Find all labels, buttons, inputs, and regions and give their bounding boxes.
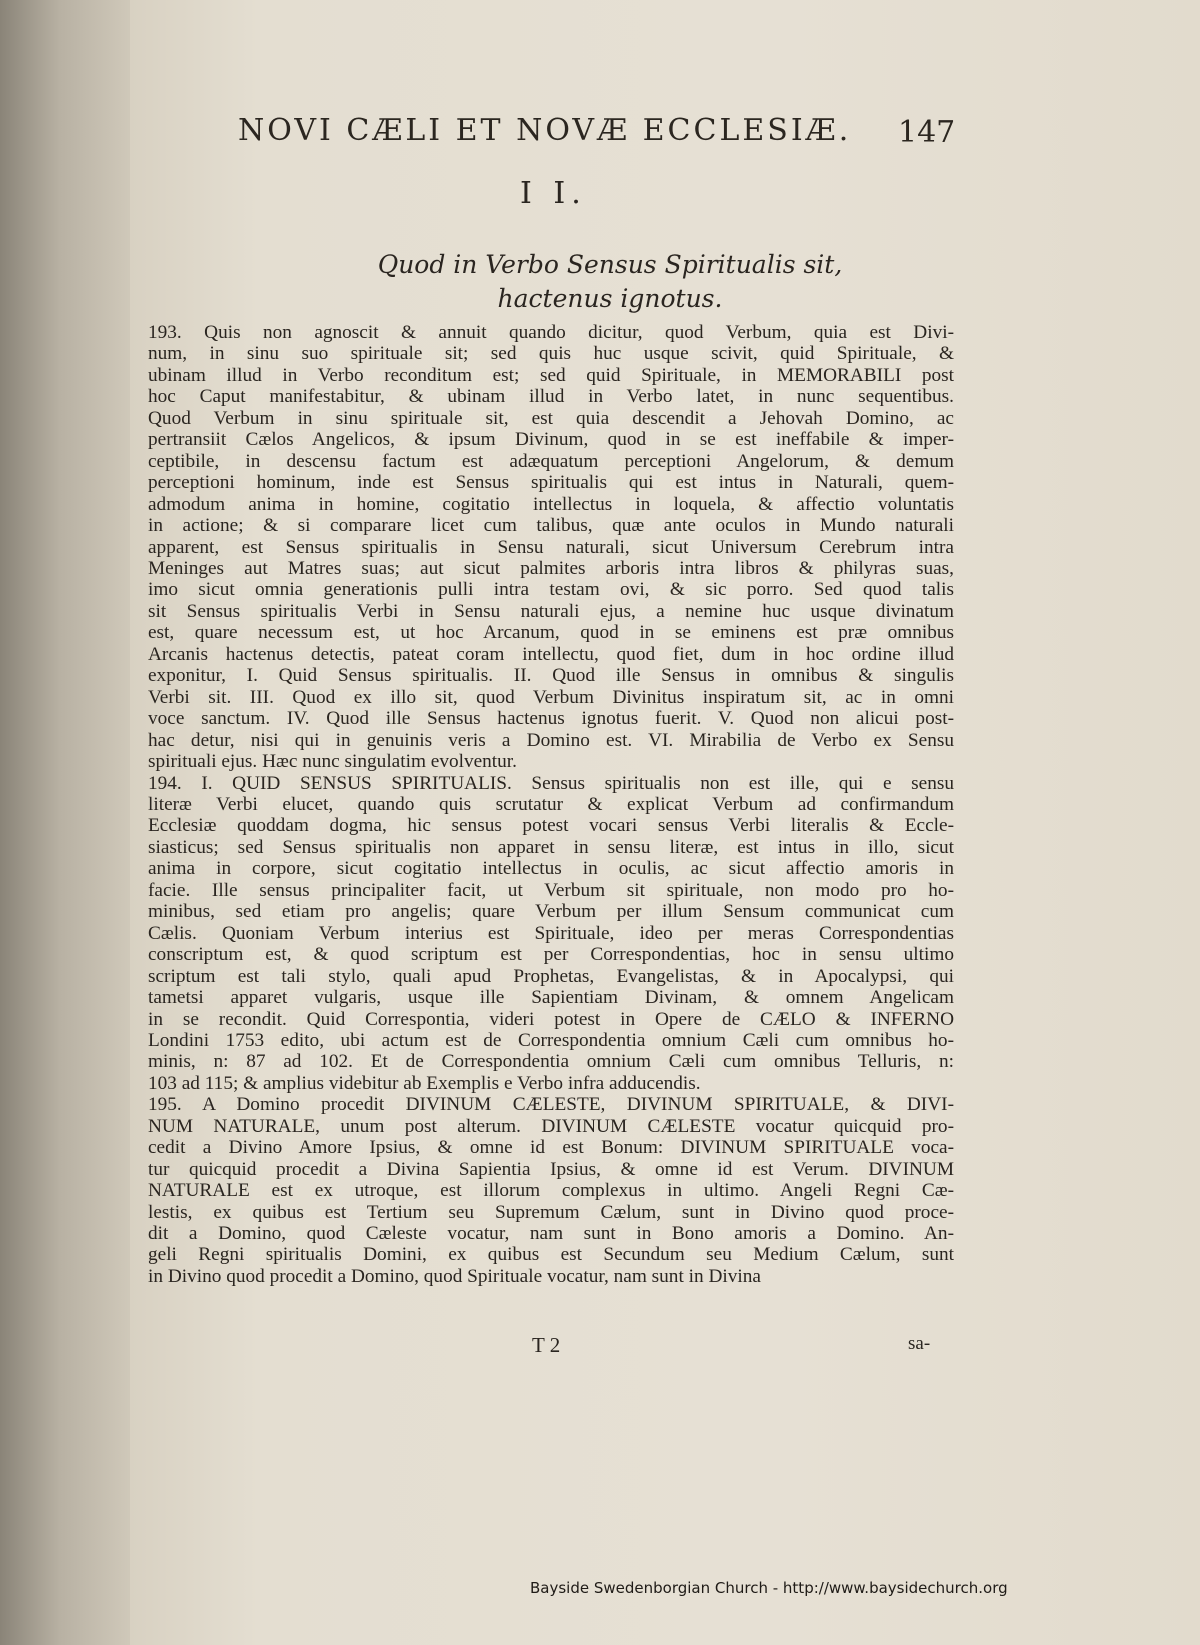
text-line: facie. Ille sensus principaliter facit, ut Verbum sit spirituale, non modo pro ho- (148, 879, 954, 901)
text-line: perceptioni hominum, inde est Sensus spiritualis qui est intus in Naturali, quem- (148, 472, 954, 494)
text-line: ubinam illud in Verbo reconditum est; sed quid Spirituale, in MEMORABILI post (148, 364, 954, 386)
text-line: 195. A Domino procedit DIVINUM CÆLESTE, DIVINUM SPIRITUALE, & DIVI- (148, 1094, 954, 1116)
text-line: 103 ad 115; & amplius videbitur ab Exemplis e Verbo infra adducendis. (148, 1072, 701, 1094)
text-line: scriptum est tali stylo, quali apud Prophetas, Evangelistas, & in Apocalypsi, qui (148, 965, 954, 987)
text-line: Cælis. Quoniam Verbum interius est Spirituale, ideo per meras Correspondentias (148, 922, 954, 944)
text-line: 193. Quis non agnoscit & annuit quando dicitur, quod Verbum, quia est Divi- (148, 322, 954, 343)
text-line: anima in corpore, sicut cogitatio intellectus in oculis, ac sicut affectio amoris in (148, 858, 954, 880)
text-line: in Divino quod procedit a Domino, quod Spirituale vocatur, nam sunt in Divina (148, 1265, 761, 1287)
text-line: num, in sinu suo spirituale sit; sed quis huc usque scivit, quid Spirituale, & (148, 343, 954, 365)
body-text (148, 322, 954, 1287)
book-gutter-shadow (0, 0, 150, 1645)
section-title-line-1: Quod in Verbo Sensus Spiritualis sit, (377, 250, 843, 279)
text-line: cedit a Divino Amore Ipsius, & omne id est Bonum: DIVINUM SPIRITUALE voca- (148, 1137, 954, 1159)
text-line: NATURALE est ex utroque, est illorum complexus in ultimo. Angeli Regni Cæ- (148, 1180, 954, 1202)
text-line: voce sanctum. IV. Quod ille Sensus hactenus ignotus fuerit. V. Quod non alicui post- (148, 708, 954, 730)
text-line: Arcanis hactenus detectis, pateat coram intellectu, quod fiet, dum in hoc ordine illud (148, 643, 954, 665)
text-line: tametsi apparet vulgaris, usque ille Sapientiam Divinam, & omnem Angelicam (148, 987, 954, 1009)
text-line: NUM NATURALE, unum post alterum. DIVINUM CÆLESTE vocatur quicquid pro- (148, 1115, 954, 1137)
text-line: spirituali ejus. Hæc nunc singulatim evolventur. (148, 751, 517, 773)
text-line: lestis, ex quibus est Tertium seu Supremum Cælum, sunt in Divino quod proce- (148, 1201, 954, 1223)
text-line: tur quicquid procedit a Divina Sapientia Ipsius, & omne id est Verum. DIVINUM (148, 1158, 954, 1180)
text-line: in actione; & si comparare licet cum talibus, quæ ante oculos in Mundo naturali (148, 515, 954, 537)
text-line: in se recondit. Quid Correspontia, videri potest in Opere de CÆLO & INFERNO (148, 1008, 954, 1030)
text-line: sit Sensus spiritualis Verbi in Sensu naturali ejus, a nemine huc usque divinatum (148, 600, 954, 622)
section-title (230, 248, 990, 316)
printer-signature: T 2 (532, 1333, 561, 1357)
text-line: hac detur, nisi qui in genuinis veris a Domino est. VI. Mirabilia de Verbo ex Sensu (148, 729, 954, 751)
text-line: minibus, sed etiam pro angelis; quare Verbum per illum Sensum communicat cum (148, 901, 954, 923)
text-line: Ecclesiæ quoddam dogma, hic sensus potest vocari sensus Verbi literalis & Eccle- (148, 815, 954, 837)
text-line: exponitur, I. Quid Sensus spiritualis. II. Quod ille Sensus in omnibus & singulis (148, 665, 954, 687)
catchword: sa- (908, 1333, 931, 1354)
text-line: Verbi sit. III. Quod ex illo sit, quod Verbum Divinitus inspiratum sit, ac in omni (148, 686, 954, 708)
text-line: Londini 1753 edito, ubi actum est de Correspondentia omnium Cæli cum omnibus ho- (148, 1029, 954, 1051)
text-line: admodum anima in homine, cogitatio intellectus in loquela, & affectio voluntatis (148, 493, 954, 515)
section-title-line-2: hactenus ignotus. (497, 284, 723, 313)
page-number: 147 (898, 115, 956, 150)
running-head: NOVI CÆLI ET NOVÆ ECCLESIÆ. (238, 113, 852, 148)
credit-line: Bayside Swedenborgian Church - http://www.baysidechurch.org (530, 1579, 1008, 1597)
text-line: geli Regni spiritualis Domini, ex quibus est Secundum seu Medium Cælum, sunt (148, 1244, 954, 1266)
text-line: Quod Verbum in sinu spirituale sit, est quia descendit a Jehovah Domino, ac (148, 407, 954, 429)
text-line: siasticus; sed Sensus spiritualis non apparet in sensu literæ, est intus in illo, sicut (148, 836, 954, 858)
text-line: Meninges aut Matres suas; aut sicut palmites arboris intra libros & philyras suas, (148, 557, 954, 579)
text-line: literæ Verbi elucet, quando quis scrutatur & explicat Verbum ad confirmandum (148, 793, 954, 815)
section-number: I I. (520, 176, 587, 211)
text-line: est, quare necessum est, ut hoc Arcanum, quod in se eminens est præ omnibus (148, 622, 954, 644)
text-line: apparent, est Sensus spiritualis in Sensu naturali, sicut Universum Cerebrum intra (148, 536, 954, 558)
text-line: 194. I. QUID SENSUS SPIRITUALIS. Sensus spiritualis non est ille, qui e sensu (148, 772, 954, 794)
text-line: imo sicut omnia generationis pulli intra testam ovi, & sic porro. Sed quod talis (148, 579, 954, 601)
text-line: hoc Caput manifestabitur, & ubinam illud in Verbo latet, in nunc sequentibus. (148, 386, 954, 408)
text-line: conscriptum est, & quod scriptum est per Correspondentias, hoc in sensu ultimo (148, 944, 954, 966)
text-line: dit a Domino, quod Cæleste vocatur, nam sunt in Bono amoris a Domino. An- (148, 1223, 954, 1245)
text-line: minis, n: 87 ad 102. Et de Correspondentia omnium Cæli cum omnibus Telluris, n: (148, 1051, 954, 1073)
text-line: pertransiit Cælos Angelicos, & ipsum Divinum, quod in se est ineffabile & imper- (148, 429, 954, 451)
text-line: ceptibile, in descensu factum est adæquatum perceptioni Angelorum, & demum (148, 450, 954, 472)
